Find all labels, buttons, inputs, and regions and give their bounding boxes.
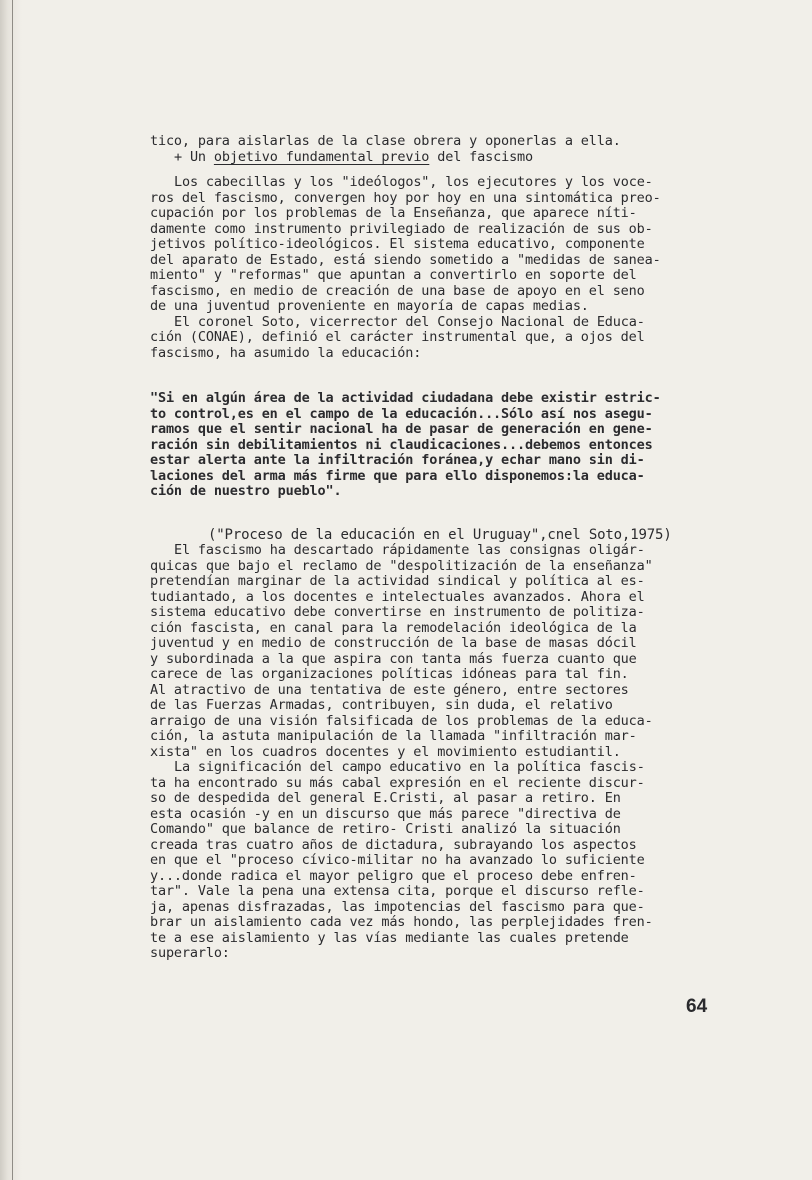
- paragraph-line: esta ocasión -y en un discurso que más parece "directiva de: [150, 805, 621, 822]
- quote-line: estar alerta ante la infiltración foránea,y echar mano sin di-: [150, 452, 645, 468]
- paragraph-4: [150, 760, 710, 962]
- quote-source-citation: ("Proceso de la educación en el Uruguay",cnel Soto,1975): [208, 526, 672, 543]
- page-number: 64: [686, 996, 708, 1017]
- paragraph-line: El coronel Soto, vicerrector del Consejo Nacional de Educa-: [174, 313, 645, 330]
- paragraph-line: cupación por los problemas de la Enseñanza, que aparece níti-: [150, 205, 637, 221]
- paragraph-line: y...donde radica el mayor peligro que el proceso debe enfren-: [150, 867, 637, 884]
- paragraph-line: ción, la astuta manipulación de la llamada "infiltración mar-: [150, 728, 637, 744]
- quote-line: "Si en algún área de la actividad ciudadana debe existir estric-: [150, 390, 661, 406]
- paragraph-line: Al atractivo de una tentativa de este género, entre sectores: [150, 681, 629, 698]
- paragraph-line: so de despedida del general E.Cristi, al pasar a retiro. En: [150, 790, 621, 806]
- paragraph-line: arraigo de una visión falsificada de los problemas de la educa-: [150, 712, 653, 729]
- quote-line: to control,es en el campo de la educación...Sólo así nos asegu-: [150, 405, 653, 422]
- quote-line: ración sin debilitamientos ni claudicaciones...debemos entonces: [150, 436, 653, 453]
- spacer: [150, 500, 710, 528]
- paragraph-line: pretendían marginar de la actividad sindical y política al es-: [150, 573, 645, 589]
- paragraph-line: superarlo:: [150, 945, 230, 961]
- paragraph-line: quicas que bajo el reclamo de "despolitización de la enseñanza": [150, 557, 653, 574]
- paragraph-line: El fascismo ha descartado rápidamente las consignas oligár-: [174, 542, 645, 558]
- paragraph-line: tudiantado, a los docentes e intelectuales avanzados. Ahora el: [150, 588, 645, 605]
- opening-line: tico, para aislarlas de la clase obrera y oponerlas a ella.: [150, 133, 621, 149]
- paragraph-line: fascismo, en medio de creación de una base de apoyo en el seno: [150, 282, 645, 299]
- paragraph-line: damente como instrumento privilegiado de realización de sus ob-: [150, 220, 653, 237]
- paragraph-line: sistema educativo debe convertirse en instrumento de politiza-: [150, 604, 645, 620]
- quote-line: ramos que el sentir nacional ha de pasar de generación en gene-: [150, 421, 653, 437]
- paragraph-line: Comando" que balance de retiro- Cristi analizó la situación: [150, 821, 621, 837]
- paragraph-line: creada tras cuatro años de dictadura, subrayando los aspectos: [150, 836, 637, 853]
- quote-line: ción de nuestro pueblo".: [150, 483, 342, 499]
- paragraph-line: fascismo, ha asumido la educación:: [150, 344, 422, 361]
- spacer: [150, 361, 710, 391]
- heading-prefix: + Un: [174, 148, 214, 165]
- page-binding-shadow: [0, 0, 22, 1180]
- heading-suffix: del fascismo: [429, 148, 534, 165]
- paragraph-line: ción (CONAE), definió el carácter instrumental que, a ojos del: [150, 329, 645, 345]
- page-binding-edge: [12, 0, 13, 1180]
- quote-line: laciones del arma más firme que para ello disponemos:la educa-: [150, 467, 645, 484]
- paragraph-line: en que el "proceso cívico-militar no ha avanzado lo suficiente: [150, 852, 645, 868]
- paragraph-line: Los cabecillas y los "ideólogos", los ejecutores y los voce-: [174, 174, 653, 190]
- heading-underlined-text: objetivo fundamental previo: [213, 148, 430, 165]
- paragraph-line: juventud y en medio de construcción de la base de masas dócil: [150, 635, 637, 651]
- paragraph-line: y subordinada a la que aspira con tanta más fuerza cuanto que: [150, 650, 637, 667]
- paragraph-line: ja, apenas disfrazadas, las impotencias del fascismo para que-: [150, 898, 645, 915]
- paragraph-line: de las Fuerzas Armadas, contribuyen, sin duda, el relativo: [150, 697, 613, 713]
- paragraph-line: del aparato de Estado, está siendo sometido a "medidas de sanea-: [150, 251, 661, 268]
- paragraph-line: miento" y "reformas" que apuntan a convertirlo en soporte del: [150, 267, 637, 283]
- paragraph-line: La significación del campo educativo en la política fascis-: [174, 759, 645, 775]
- paragraph-3: [150, 543, 710, 760]
- paragraph-line: ros del fascismo, convergen hoy por hoy en una sintomática preo-: [150, 189, 661, 206]
- paragraph-2: [150, 315, 710, 362]
- section-heading: [150, 150, 710, 166]
- paragraph-line: carece de las organizaciones políticas idóneas para tal fin.: [150, 666, 629, 682]
- paragraph-line: de una juventud proveniente en mayoría de capas medias.: [150, 298, 589, 314]
- paragraph-line: ción fascista, en canal para la remodelación ideológica de la: [150, 619, 637, 636]
- paragraph-line: tar". Vale la pena una extensa cita, porque el discurso refle-: [150, 883, 645, 899]
- paragraph-1: [150, 175, 710, 315]
- paragraph-line: xista" en los cuadros docentes y el movimiento estudiantil.: [150, 743, 621, 760]
- typewritten-page-text: [150, 134, 710, 962]
- paragraph-line: te a ese aislamiento y las vías mediante las cuales pretende: [150, 929, 629, 946]
- paragraph-line: jetivos político-ideológicos. El sistema educativo, componente: [150, 236, 645, 252]
- paragraph-line: ta ha encontrado su más cabal expresión en el reciente discur-: [150, 774, 645, 791]
- paragraph-line: brar un aislamiento cada vez más hondo, las perplejidades fren-: [150, 914, 653, 930]
- block-quote: [150, 391, 710, 500]
